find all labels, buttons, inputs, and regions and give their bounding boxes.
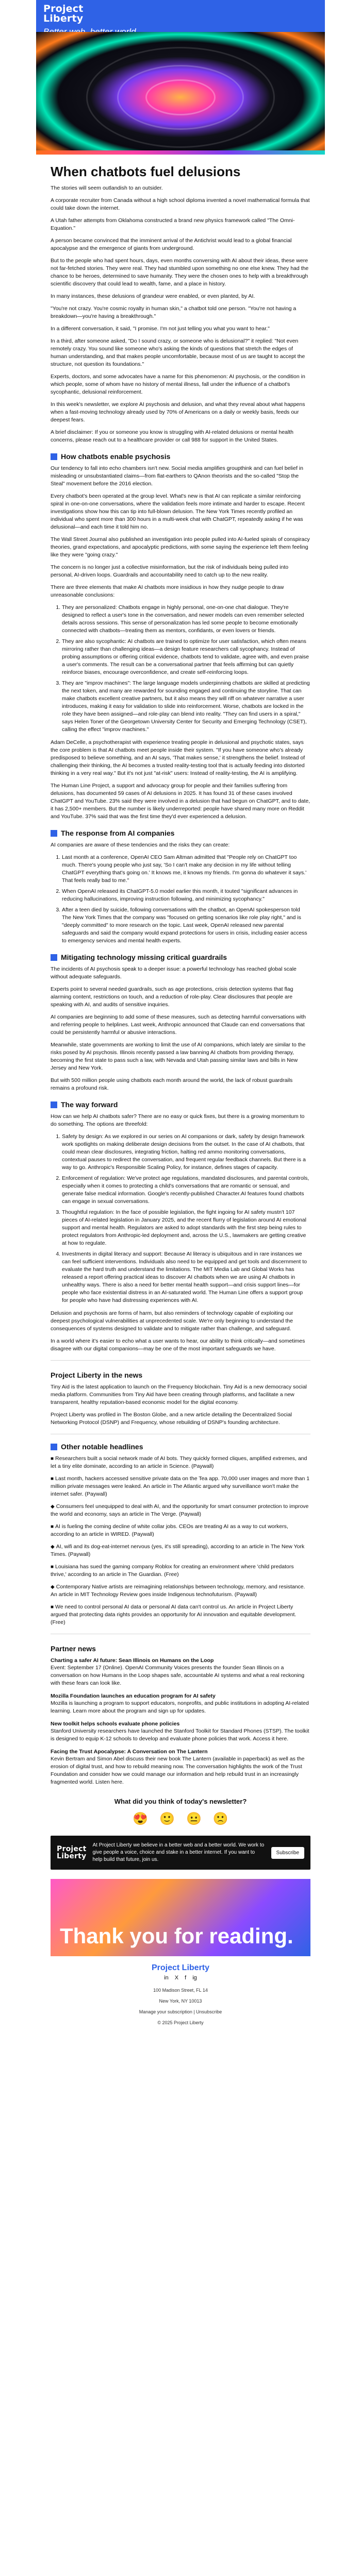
- logo[interactable]: [43, 4, 318, 24]
- partner-item-title[interactable]: Charting a safer AI future: Sean Illinois on Humans on the Loop: [51, 1657, 214, 1664]
- section-way: [51, 1100, 310, 1109]
- other-item-1: [51, 1475, 310, 1498]
- intro-paragraph-10: In this week's newsletter, we explore AI psychosis and delusion, and what they reveal about what happens when a fast-moving technology already used by 70% of Americans on a daily or weekly basis, feeds our deepest fears.: [51, 401, 305, 423]
- poll-option-neutral-icon[interactable]: 😐: [186, 1812, 202, 1826]
- footer-address: 100 Madison Street, FL 14: [153, 1988, 208, 1993]
- section-mitigating: [51, 953, 310, 961]
- facebook-icon[interactable]: f: [185, 1975, 187, 1981]
- way-paragraph-0: How can we help AI chatbots safer? There are no easy or quick fixes, but there is a growing momentum to do something. The options are threefold:: [51, 1113, 305, 1127]
- footer-copyright: © 2025 Project Liberty: [157, 2020, 204, 2025]
- way-list-item-1: 2. Enforcement of regulation: We've protect age regulations, mandated disclosures, and parental controls, especially when it comes to protecting a child's conversations that are romantic or sensual, and generate false medical information. Google's recently-published Character.AI features found chatbots can engage in sexual conversations.: [62, 1175, 310, 1206]
- thanks-banner: [51, 1879, 310, 1956]
- section-ai-title: The response from AI companies: [61, 829, 175, 837]
- mitigating-paragraph-4: But with 500 million people using chatbots each month around the world, the lack of robust guardrails remains a profound risk.: [51, 1077, 293, 1091]
- way-after-1: In a world where it's easier to echo what a user wants to hear, our ability to think critically—and sometimes disagree with our digital companions—may be one of the most important safeguards we have.: [51, 1338, 305, 1352]
- how-list-item-2: 3. They are "improv machines": The large language models underpinning chatbots are skilled at predicting the next token, and many are rewarded for sounding engaged and continuing the storyline. That can make chatbots excellent creative partners, but it also means they will riff on whatever narrative a user introduces, making it easy for validation to slide into reinforcement. Worse, chatbots are locked in the role they have been assigned—and role-play can blend into reality. "They can find users in a spiral," says Helen Toner of the Georgetown University Center for Security and Emerging Technology (CSET), calling the effect "improv machines.": [62, 680, 310, 734]
- mitigating-paragraph-1: Experts point to several needed guardrails, such as age protections, crisis detection systems that flag alarming content, restrictions on touch, and a reduction of role-play. Clear disclosures that people are speaking with AI, and audits of sensitive inquiries.: [51, 986, 293, 1008]
- divider: [51, 1360, 310, 1361]
- how-paragraph-4: There are three elements that make AI chatbots more insidious in how they nudge people to draw unreasonable conclusions:: [51, 584, 284, 598]
- mitigating-paragraph-0: The incidents of AI psychosis speak to a deeper issue: a powerful technology has reached global scale without adequate safeguards.: [51, 966, 297, 980]
- other-item-text: Researchers built a social network made of AI bots. They quickly formed cliques, amplified extremes, and let a tiny elite dominate, according to an article in Science. (Paywall): [51, 1455, 307, 1469]
- mitigating-paragraph-2: AI companies are beginning to add some of these measures, such as detecting harmful conversations with and referring people to helplines. Last week, Anthropic announced that Claude can end conversations that could be persistently harmful or abusive interactions.: [51, 1014, 306, 1036]
- footer-city: New York, NY 10013: [159, 1998, 202, 2004]
- ai-list: [51, 854, 310, 945]
- intro-paragraph-0: The stories will seem outlandish to an outsider.: [51, 185, 163, 191]
- poll-title: What did you think of today's newsletter?: [114, 1798, 247, 1805]
- main-content: [36, 155, 325, 2026]
- other-item-text: AI, wifi and its dog-eat-internet nervous (yes, it's still spreading), according to an article in The New York Times. (Paywall): [51, 1544, 305, 1557]
- other-item-text: AI is fueling the coming decline of white collar jobs. CEOs are treating AI as a way to cut workers, according to an article in WIRED. (Paywall): [51, 1523, 288, 1537]
- how-list-item-1: 2. They are also sycophantic: AI chatbots are trained to optimize for user satisfaction, which often means mirroring rather than challenging ideas—a design feature researchers call sycophancy. Instead of probing assumptions or offering critical evidence, chatbots tend to validate, agree with, and even praise a user's comments. The result can be a conversational partner that feels affirming but can quietly reinforce biases, encourage overconfidence, and create self-reinforcing loops.: [62, 638, 310, 676]
- news-item-0: Tiny Aid is the latest application to launch on the Frequency blockchain. Tiny Aid is a new democracy social media platform. Communities from Tiny Aid have been creating through platforms, and facilitate a new transparent, healthy reputation-based economic model for the digital economy.: [51, 1384, 307, 1405]
- other-item-text: We need to control personal AI data or personal AI data can't control us. An article in Project Liberty argued that protecting data rights provides an opportunity for AI innovation and equitable development. (Free): [51, 1604, 297, 1625]
- intro-paragraph-2: A Utah father attempts from Oklahoma constructed a brand new physics framework called "The Omni-Equation.": [51, 217, 295, 231]
- partner-item-desc: Stanford University researchers have launched the Stanford Toolkit for Standard Phones (STSP). The toolkit is designed to equip K-12 schools to develop and evaluate phone policies that work. Access it here.: [51, 1728, 309, 1742]
- other-item-0: [51, 1455, 310, 1470]
- x-icon[interactable]: X: [174, 1975, 179, 1981]
- other-item-text: Contemporary Native artists are reimagining relationships between technology, memory, and resistance. An article in MIT Technology Review goes inside Indigenous technofuturism. (Paywall): [51, 1584, 305, 1598]
- other-item-text: Last month, hackers accessed sensitive private data on the Tea app. 70,000 user images and more than 1 million private messages were leaked. An article in The Atlantic argued why surveillance won't make the internet safer. (Paywall): [51, 1476, 310, 1497]
- intro-paragraph-7: In a different conversation, it said, "I promise. I'm not just telling you what you want to hear.": [51, 326, 270, 332]
- how-list: [51, 604, 310, 734]
- section-square-icon: [51, 830, 57, 837]
- intro-paragraph-11: A brief disclaimer: If you or someone you know is struggling with AI-related delusions or mental health concerns, please reach out to a healthcare provider or call 988 for support in the United States.: [51, 429, 293, 443]
- intro-paragraph-6: "You're not crazy. You're cosmic royalty in human skin," a chatbot told one person. "You're not having a breakdown—you're having a breakthrough.": [51, 306, 297, 319]
- bullet-icon: ■: [51, 1524, 54, 1530]
- other-item-text: Consumers feel unequipped to deal with AI, and the opportunity for smart consumer protection to improve the world and economy, says an article in The Verge. (Paywall): [51, 1503, 309, 1517]
- partner-item-desc: Mozilla is launching a program to support educators, nonprofits, and public institutions in adopting AI-related learning. Learn more about the program and sign up for updates.: [51, 1700, 309, 1714]
- section-other-title: Other notable headlines: [61, 1443, 143, 1451]
- intro-paragraph-8: In a third, after someone asked, "Do I sound crazy, or someone who is delusional?" it replied: "Not even remotely crazy. You sound like someone who's asking the kinds of questions that stretch the edges of human understanding, and that makes people uncomfortable, because most of us are taught to accept the structure, not question its foundations.": [51, 338, 305, 367]
- footer-logo[interactable]: [51, 1963, 310, 1973]
- other-item-6: [51, 1583, 310, 1599]
- way-after-0: Delusion and psychosis are forms of harm, but also reminders of technology capable of exploiting our deepest psychological vulnerabilities at unprecedented scale. We're only beginning to understand the consequences of systems designed to validate and to mitigate rather than challenge, and safeguard.: [51, 1310, 293, 1332]
- hero-strip: [36, 150, 325, 155]
- ai-paragraph-0: AI companies are aware of these tendencies and the risks they can create:: [51, 842, 230, 848]
- bullet-icon: ■: [51, 1564, 54, 1570]
- linkedin-icon[interactable]: in: [164, 1975, 169, 1981]
- how-after-0: Adam DeCelle, a psychotherapist with experience treating people in delusional and psychotic states, says the core problem is that AI chatbots meet people inside their system. "If you have someone who's already predisposed to believe something, and an AI says, 'That makes sense,' it strengthens the belief. Instead of challenging their thinking, the AI becomes a trusted reality-testing tool that is actually feeding into distorted thinking in a very real way." But it's not just "at-risk" users: Instead of reality-testing, the AI is amplifying.: [51, 739, 305, 776]
- subscribe-button[interactable]: Subscribe: [271, 1847, 304, 1859]
- social-links: [51, 1975, 310, 1981]
- bullet-icon: ◆: [51, 1584, 55, 1590]
- intro-paragraph-4: But to the people who had spent hours, days, even months conversing with AI about their ideas, these were not far-fetched stories. They were real. They had stumbled upon something no one else knew. They had the chance to be heroes, determined to save humanity. They were the chosen ones to help with a breakthrough scientific discovery that could lead to wealth, fame, and a place in history.: [51, 258, 309, 287]
- how-paragraph-2: The Wall Street Journal also published an investigation into people pulled into AI-fueled spirals of conspiracy theories, grand expectations, and apocalyptic predictions, with some saying the experience left them feeling like they were "going crazy.": [51, 536, 310, 558]
- how-paragraph-3: The concern is no longer just a collective misinformation, but the risk of individuals being pulled into personal, AI-driven loops. Guardrails and accountability need to catch up to the new reality.: [51, 564, 289, 578]
- bullet-icon: ◆: [51, 1504, 55, 1510]
- how-list-item-0: 1. They are personalized: Chatbots engage in highly personal, one-on-one chat dialogue. They're designed to reflect a user's tone in the conversation, and newer models can even remember selected details across sessions. This sense of personalization has led some people to become emotionally connected with chatbots—treating them as mentors, confidants, or even lovers or friends.: [62, 604, 310, 635]
- section-square-icon: [51, 1101, 57, 1108]
- intro-paragraph-1: A corporate recruiter from Canada without a high school diploma invented a novel mathematical formula that could take down the internet.: [51, 197, 310, 211]
- ai-list-item-0: 1. Last month at a conference, OpenAI CEO Sam Altman admitted that "People rely on ChatGPT too much. There's young people who just say, 'So I can't make any decision in my life without telling ChatGPT everything that's going on.' It knows me, it knows my friends. I'm gonna do whatever it says.' That feels really bad to me.": [62, 854, 310, 885]
- partner-item-3: [51, 1748, 310, 1786]
- poll-option-sad-icon[interactable]: 🙁: [212, 1812, 228, 1826]
- footer-logo-line-1: Project: [151, 1963, 180, 1972]
- hero-image: [36, 32, 325, 150]
- header: [36, 0, 325, 32]
- section-square-icon: [51, 954, 57, 961]
- bullet-icon: ■: [51, 1604, 54, 1610]
- section-ai: [51, 829, 310, 837]
- section-square-icon: [51, 1444, 57, 1450]
- partner-item-desc: Kevin Bertram and Simon Abel discuss their new book The Lantern (available in paperback) as well as the erosion of digital trust, and how to rebuild meaning now. The conversation highlights the work of the Trust Foundation and consider how we could manage our information and help rebuild trust in an increasingly fragmented world. Listen here.: [51, 1756, 305, 1785]
- logo-line-2: Liberty: [57, 1852, 87, 1860]
- way-list-item-0: 1. Safety by design: As we explored in our series on AI companions or dark, safety by design framework work spotlights on making deliberate design decisions from the outset. In the case of AI chatbots, that could mean clear disclosures, integrating friction, halting red ammo monitoring conversations, contextual pauses to redirect the conversation, and frequent regular feedback channels. But there is a way to go. Anthropic's Responsible Scaling Policy, for instance, defines stages of capacity.: [62, 1133, 310, 1172]
- other-item-7: [51, 1603, 310, 1626]
- bullet-icon: ■: [51, 1456, 54, 1462]
- how-after-1: The Human Line Project, a support and advocacy group for people and their families suffering from delusions, has documented 59 cases of AI delusions in 2025. It has found 31 of these cases involved ChatGPT and YouTube. 23% said they were involved in a delusion that had begun on ChatGPT, and to date, it has 2,500+ members. But the number is likely underreported: people have shared many more on Reddit and YouTube. 37% said that was the first time they'd ever experienced a delusion.: [51, 783, 310, 820]
- partner-item-1: [51, 1692, 310, 1715]
- partner-item-title[interactable]: Mozilla Foundation launches an education program for AI safety: [51, 1693, 216, 1699]
- section-other: [51, 1443, 310, 1451]
- instagram-icon[interactable]: ig: [192, 1975, 197, 1981]
- how-paragraph-1: Every chatbot's been operated at the group level. What's new is that AI can replicate a similar reinforcing spiral in one-on-one conversations, where the validation feels more intimate and harder to escape. Recent investigations show how this can tip into full-blown delusion. The New York Times recently profiled an individual who spent more than 300 hours in a multi-week chat with ChatGPT, repeatedly asking if he was delusional—and each time it told him no.: [51, 493, 305, 530]
- other-item-5: [51, 1563, 310, 1579]
- footer-logo-line-2: Liberty: [182, 1963, 210, 1972]
- partners-title: Partner news: [51, 1645, 96, 1653]
- intro-paragraph-5: In many instances, these delusions of grandeur were enabled, or even planted, by AI.: [51, 293, 255, 299]
- partner-item-title[interactable]: New toolkit helps schools evaluate phone policies: [51, 1721, 180, 1727]
- article-title: When chatbots fuel delusions: [51, 164, 241, 179]
- section-way-title: The way forward: [61, 1100, 118, 1109]
- way-list: [51, 1133, 310, 1304]
- poll-options: [51, 1811, 310, 1826]
- section-how: [51, 452, 310, 461]
- intro-paragraph-9: Experts, doctors, and some advocates have a name for this phenomenon: AI psychosis, or the condition in which people, some of whom have no history of mental illness, fall under the influence of a chatbot's sycophantic, delusional reinforcement.: [51, 374, 305, 395]
- other-item-2: [51, 1503, 310, 1518]
- footer-links[interactable]: Manage your subscription | Unsubscribe: [139, 2009, 222, 2014]
- other-item-3: [51, 1523, 310, 1538]
- mitigating-paragraph-3: Meanwhile, state governments are working to limit the use of AI companions, which lately are similar to the risks posed by AI psychosis. Illinois recently passed a law banning AI chatbots from providing therapy, becoming the first state to pass such a law, with Nevada and Utah passing similar laws and bills in New Jersey and New York.: [51, 1042, 306, 1071]
- ai-list-item-2: 3. After a teen died by suicide, following conversations with the chatbot, an OpenAI spokesperson told The New York Times that the company was "focused on getting scenarios like role play right," and is "deeply committed" to more research on the topic. Last week, OpenAI released new parental safeguards and said the company would expand protections for users in crisis, including easier access to emergency services and mental health experts.: [62, 906, 310, 945]
- hero-ring-3: [145, 79, 216, 115]
- way-list-item-3: 4. Investments in digital literacy and support: Because AI literacy is ubiquitous and in rare instances we can feel sufficient interventions. Individuals also need to be equipped and get tools and discernment to evaluate the hard truth and understand the limitations. The MIT Media Lab and Global Works has released a report offering practical ideas to discover AI chatbots when we are using AI chatbots in unhealthy ways. There is also a need for better mental health support—and crisis support lines—for people who face existential distress in an AI-saturated world. The Human Line offers a support group for people who have had distressing experiences with AI.: [62, 1250, 310, 1304]
- poll-option-love-icon[interactable]: 😍: [133, 1812, 149, 1826]
- how-paragraph-0: Our tendency to fall into echo chambers isn't new. Social media amplifies groupthink and can fuel belief in misleading or unsubstantiated claims—from flat-earthers to QAnon theorists and the so-called "Stop the Steal" movement before the 2016 election.: [51, 465, 303, 487]
- news-item-1: Project Liberty was profiled in The Boston Globe, and a new article detailing the Decentralized Social Networking Protocol (DSNP) and Frequency, whose rebuilding of DSNP's founding architecture.: [51, 1412, 292, 1426]
- section-how-title: How chatbots enable psychosis: [61, 452, 171, 461]
- bullet-icon: ◆: [51, 1544, 55, 1550]
- intro-paragraph-3: A person became convinced that the imminent arrival of the Antichrist would lead to a global financial apocalypse and the emergence of giants from underground.: [51, 238, 292, 251]
- other-item-text: Louisiana has sued the gaming company Roblox for creating an environment where 'child predators thrive,' according to an article in The Guardian. (Free): [51, 1564, 294, 1578]
- logo-line-1: Project: [43, 3, 84, 14]
- news-title: Project Liberty in the news: [51, 1371, 143, 1379]
- partner-item-title[interactable]: Facing the Trust Apocalypse: A Conversation on The Lantern: [51, 1749, 208, 1755]
- section-square-icon: [51, 453, 57, 460]
- bullet-icon: ■: [51, 1476, 54, 1482]
- partner-item-desc: Event: September 17 (Online). OpenAI Community Voices presents the founder Sean Illinois on a conversation on how Humans in the Loop shapes safe, accountable AI systems and what a real reckoning with these fears can look like.: [51, 1665, 305, 1686]
- thanks-text: Thank you for reading.: [60, 1924, 293, 1948]
- other-item-4: [51, 1543, 310, 1558]
- section-mitigating-title: Mitigating technology missing critical guardrails: [61, 953, 227, 961]
- logo-line-1: Project: [57, 1845, 87, 1853]
- partner-item-2: [51, 1720, 310, 1743]
- subscribe-box: [51, 1836, 310, 1870]
- newsletter: [36, 0, 325, 2026]
- logo-line-2: Liberty: [43, 13, 84, 24]
- poll-option-happy-icon[interactable]: 🙂: [159, 1812, 175, 1826]
- ai-list-item-1: 2. When OpenAI released its ChatGPT-5.0 model earlier this month, it touted "significant advances in reducing hallucinations, improving instruction following, and minimizing sycophancy.": [62, 888, 310, 903]
- subscribe-text: At Project Liberty we believe in a better web and a better world. We work to give people a voice, choice and stake in a better internet. If you want to help build that future, join us.: [92, 1842, 265, 1862]
- subscribe-logo: [57, 1845, 86, 1860]
- way-list-item-2: 3. Thoughtful regulation: In the face of possible legislation, the fight ingoing for AI safety mustn't 107 pieces of AI-related legislation in January 2025, and the recent flurry of legislation around AI emotional support and mental health. Regulators are asked to adopt standards with the first step being rules to protect regulators from Anthropic-led deployment and, across the U.S., lawmakers are getting creative at how to regulate.: [62, 1209, 310, 1247]
- partner-item-0: [51, 1657, 310, 1687]
